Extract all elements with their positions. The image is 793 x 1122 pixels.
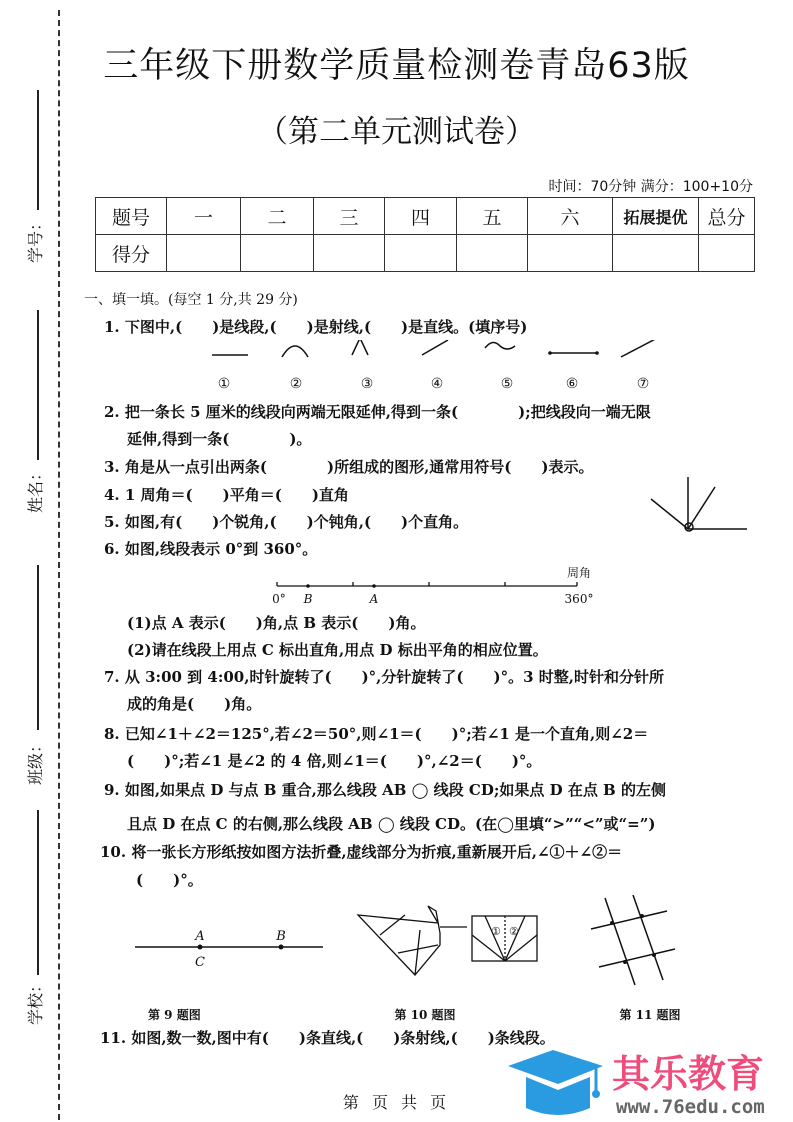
school-label: 学校： (26, 977, 45, 1026)
caption-fig-10: 第 10 题图 (394, 1008, 456, 1022)
watermark-url: www.76edu.com (616, 1096, 765, 1118)
exam-meta: 时间：70分钟 满分：100+10分 (548, 179, 753, 195)
question-4: 4. 1 周角＝( )平角＝( )直角 (104, 486, 349, 504)
question-9-line-1: 9. 如图,如果点 D 与点 B 重合,那么线段 AB ◯ 线段 CD;如果点 D 在点 B 的左侧 (104, 781, 666, 799)
score-input-cell[interactable] (699, 235, 755, 272)
table-cell: 一 (167, 198, 241, 235)
label-b: B (276, 929, 286, 944)
q10-figure (350, 905, 570, 985)
table-cell: 总分 (699, 198, 755, 235)
name-label: 姓名： (26, 465, 45, 514)
table-cell: 五 (457, 198, 528, 235)
figure-3 (352, 340, 368, 355)
question-1: 1. 下图中,( )是线段,( )是射线,( )是直线。(填序号) (104, 318, 528, 336)
score-input-cell[interactable] (457, 235, 528, 272)
label-360-degrees: 360° (564, 592, 594, 606)
question-6: 6. 如图,线段表示 0°到 360°。 (104, 540, 318, 558)
label-5: ⑤ (500, 376, 514, 392)
question-2-line-2: 延伸,得到一条( )。 (127, 430, 312, 448)
label-angle-1: ① (491, 925, 501, 938)
label-1: ① (217, 376, 231, 392)
q6-number-line (265, 565, 615, 610)
label-7: ⑦ (636, 376, 650, 392)
q11-figure (585, 895, 685, 1000)
question-11: 11. 如图,数一数,图中有( )条直线,( )条射线,( )条线段。 (100, 1029, 555, 1047)
table-cell: 三 (314, 198, 385, 235)
table-cell: 得分 (96, 235, 167, 272)
table-cell: 六 (528, 198, 613, 235)
question-9-line-2: 且点 D 在点 C 的右侧,那么线段 AB ◯ 线段 CD。(在◯里填“>”“<”或“=”) (127, 815, 656, 833)
score-input-cell[interactable] (167, 235, 241, 272)
binding-dashed-line (58, 10, 60, 1120)
score-input-cell[interactable] (314, 235, 385, 272)
question-7-line-1: 7. 从 3:00 到 4:00,时针旋转了( )°,分针旋转了( )°。3 时整,时针和分针所 (104, 668, 664, 686)
caption-fig-9: 第 9 题图 (148, 1008, 201, 1022)
student-id-label: 学号： (26, 215, 45, 264)
score-table (95, 197, 755, 272)
label-3: ③ (360, 376, 374, 392)
label-2: ② (289, 376, 303, 392)
q5-angle-figure (645, 475, 755, 540)
question-10-line-1: 10. 将一张长方形纸按如图方法折叠,虚线部分为折痕,重新展开后,∠①＋∠②＝ (100, 843, 623, 861)
figure-5 (485, 342, 515, 349)
label-a: A (195, 929, 205, 944)
score-input-cell[interactable] (241, 235, 314, 272)
graduation-cap-icon (508, 1050, 608, 1122)
section-heading: 一、填一填。(每空 1 分,共 29 分) (84, 292, 298, 308)
q1-figures (200, 340, 680, 395)
class-label: 班级： (26, 737, 45, 786)
figure-7 (621, 340, 663, 357)
caption-fig-11: 第 11 题图 (619, 1008, 681, 1022)
q9-figure (125, 900, 335, 980)
question-5: 5. 如图,有( )个锐角,( )个钝角,( )个直角。 (104, 513, 469, 531)
figure-4 (422, 340, 448, 355)
label-a: A (369, 592, 379, 606)
question-10-line-2: ( )°。 (136, 871, 203, 889)
table-cell: 题号 (96, 198, 167, 235)
label-6: ⑥ (565, 376, 579, 392)
table-row (96, 235, 755, 272)
label-angle-2: ② (509, 925, 519, 938)
score-input-cell[interactable] (613, 235, 699, 272)
question-7-line-2: 成的角是( )角。 (127, 695, 262, 713)
label-4: ④ (430, 376, 444, 392)
figure-2 (282, 346, 308, 357)
label-b: B (303, 592, 313, 606)
question-2-line-1: 2. 把一条长 5 厘米的线段向两端无限延伸,得到一条( );把线段向一端无限 (104, 403, 651, 421)
question-6-part-1: (1)点 A 表示( )角,点 B 表示( )角。 (127, 614, 426, 632)
label-c: C (195, 955, 205, 970)
score-input-cell[interactable] (528, 235, 613, 272)
score-input-cell[interactable] (385, 235, 457, 272)
question-8-line-2: ( )°;若∠1 是∠2 的 4 倍,则∠1＝( )°,∠2＝( )°。 (127, 752, 542, 770)
question-8-line-1: 8. 已知∠1＋∠2＝125°,若∠2＝50°,则∠1＝( )°;若∠1 是一个直角,则∠2＝ (104, 725, 649, 743)
table-cell: 二 (241, 198, 314, 235)
label-0-degrees: 0° (272, 592, 286, 606)
table-cell: 拓展提优 (613, 198, 699, 235)
page-title: 三年级下册数学质量检测卷青岛63版 (103, 46, 690, 86)
name-underline (37, 310, 39, 460)
class-underline (37, 565, 39, 730)
school-underline (37, 810, 39, 975)
question-6-part-2: (2)请在线段上用点 C 标出直角,用点 D 标出平角的相应位置。 (127, 641, 548, 659)
question-3: 3. 角是从一点引出两条( )所组成的图形,通常用符号( )表示。 (104, 458, 594, 476)
watermark-logo-name: 其乐教育 (612, 1052, 765, 1096)
page-subtitle: （第二单元测试卷） (257, 114, 536, 150)
table-row (96, 198, 755, 235)
page-footer: 第 页 共 页 (342, 1093, 451, 1112)
table-cell: 四 (385, 198, 457, 235)
label-full-angle: 周角 (566, 566, 592, 580)
